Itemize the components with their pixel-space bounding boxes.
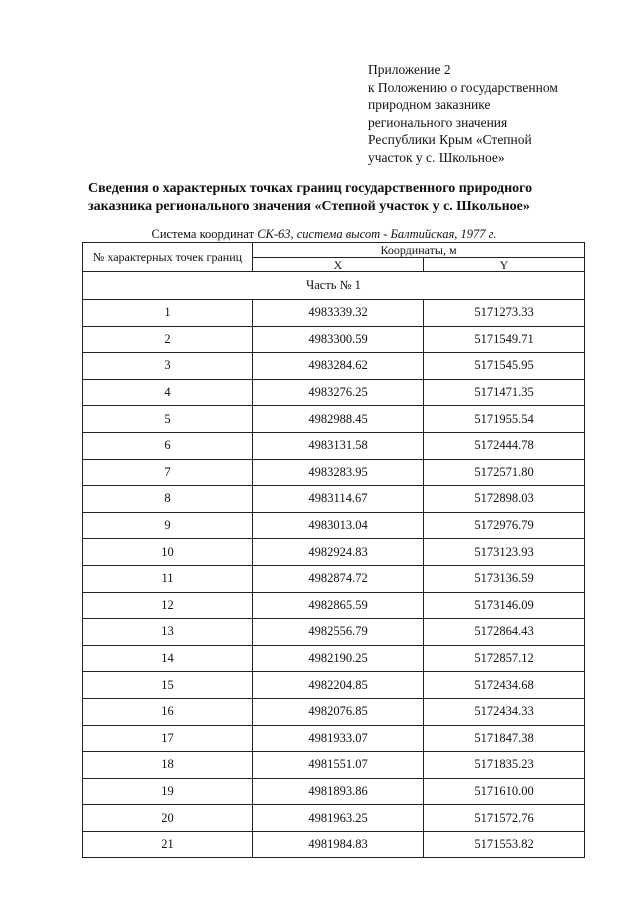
table-row: [83, 539, 585, 566]
coord-y: 5172857.12: [424, 645, 585, 672]
appendix-line: Республики Крым «Степной: [368, 132, 532, 148]
coord-x: 4982988.45: [253, 406, 424, 433]
document-title: [88, 180, 588, 216]
coord-x: 4983131.58: [253, 432, 424, 459]
table-row: [83, 778, 585, 805]
coordinate-system-note: [84, 226, 564, 242]
coord-x: 4981963.25: [253, 805, 424, 832]
coord-x: 4981933.07: [253, 725, 424, 752]
point-number: 20: [83, 805, 253, 832]
part-label: Часть № 1: [83, 272, 585, 300]
point-number: 14: [83, 645, 253, 672]
table-row: [83, 432, 585, 459]
table-row: [83, 459, 585, 486]
point-number: 1: [83, 300, 253, 327]
coord-x: 4981551.07: [253, 752, 424, 779]
table-row: [83, 326, 585, 353]
coord-x: 4982204.85: [253, 672, 424, 699]
coord-note-system: СК-63, система высот - Балтийская, 1977 г.: [257, 227, 497, 241]
header-coordinates: Координаты, м: [253, 243, 585, 258]
coord-x: 4981893.86: [253, 778, 424, 805]
point-number: 11: [83, 565, 253, 592]
table-row: [83, 565, 585, 592]
point-number: 13: [83, 619, 253, 646]
coord-y: 5172444.78: [424, 432, 585, 459]
table-row: [83, 698, 585, 725]
table-row: [83, 725, 585, 752]
point-number: 19: [83, 778, 253, 805]
title-line: Сведения о характерных точках границ государственного природного: [88, 181, 533, 196]
coord-y: 5171572.76: [424, 805, 585, 832]
table-row: [83, 672, 585, 699]
coord-x: 4982865.59: [253, 592, 424, 619]
appendix-line: регионального значения: [368, 114, 508, 130]
coord-x: 4983283.95: [253, 459, 424, 486]
table-row: [83, 486, 585, 513]
coord-x: 4983339.32: [253, 300, 424, 327]
coord-x: 4983284.62: [253, 353, 424, 380]
header-y: Y: [424, 258, 585, 272]
point-number: 18: [83, 752, 253, 779]
point-number: 6: [83, 432, 253, 459]
coord-y: 5172434.68: [424, 672, 585, 699]
coord-y: 5171553.82: [424, 831, 585, 858]
table-row: [83, 752, 585, 779]
coord-y: 5171955.54: [424, 406, 585, 433]
appendix-line: природном заказнике: [368, 97, 491, 113]
coord-y: 5172571.80: [424, 459, 585, 486]
coord-x: 4983013.04: [253, 512, 424, 539]
coord-y: 5171471.35: [424, 379, 585, 406]
coord-y: 5172864.43: [424, 619, 585, 646]
coord-x: 4983276.25: [253, 379, 424, 406]
coord-y: 5173136.59: [424, 565, 585, 592]
table-row: [83, 512, 585, 539]
point-number: 12: [83, 592, 253, 619]
appendix-line: к Положению о государственном: [368, 79, 558, 95]
header-points: № характерных точек границ: [83, 243, 253, 272]
point-number: 7: [83, 459, 253, 486]
table-row: [83, 379, 585, 406]
point-number: 4: [83, 379, 253, 406]
title-line: заказника регионального значения «Степной участок у с. Школьное»: [88, 199, 530, 214]
coord-y: 5171545.95: [424, 353, 585, 380]
point-number: 5: [83, 406, 253, 433]
coord-x: 4982556.79: [253, 619, 424, 646]
coord-y: 5171610.00: [424, 778, 585, 805]
coord-y: 5173146.09: [424, 592, 585, 619]
coord-y: 5172898.03: [424, 486, 585, 513]
point-number: 9: [83, 512, 253, 539]
coord-y: 5172434.33: [424, 698, 585, 725]
coord-x: 4983114.67: [253, 486, 424, 513]
point-number: 21: [83, 831, 253, 858]
point-number: 15: [83, 672, 253, 699]
table-row: [83, 831, 585, 858]
coord-x: 4981984.83: [253, 831, 424, 858]
point-number: 10: [83, 539, 253, 566]
coord-x: 4982190.25: [253, 645, 424, 672]
coord-y: 5171847.38: [424, 725, 585, 752]
table-row: [83, 805, 585, 832]
point-number: 17: [83, 725, 253, 752]
coord-x: 4982874.72: [253, 565, 424, 592]
table-row: [83, 353, 585, 380]
coord-x: 4982076.85: [253, 698, 424, 725]
table-row: [83, 406, 585, 433]
appendix-line: участок у с. Школьное»: [368, 149, 505, 165]
point-number: 3: [83, 353, 253, 380]
coord-y: 5171273.33: [424, 300, 585, 327]
table-row: [83, 592, 585, 619]
point-number: 16: [83, 698, 253, 725]
coord-note-prefix: Система координат: [151, 227, 258, 241]
appendix-line: Приложение 2: [368, 62, 451, 77]
coord-y: 5172976.79: [424, 512, 585, 539]
table-row: [83, 300, 585, 327]
coord-y: 5171835.23: [424, 752, 585, 779]
table-row: [83, 619, 585, 646]
table-row: [83, 645, 585, 672]
coord-y: 5171549.71: [424, 326, 585, 353]
coord-y: 5173123.93: [424, 539, 585, 566]
point-number: 8: [83, 486, 253, 513]
point-number: 2: [83, 326, 253, 353]
appendix-header: [368, 61, 618, 167]
coordinates-table: [82, 242, 585, 858]
header-x: X: [253, 258, 424, 272]
coord-x: 4982924.83: [253, 539, 424, 566]
coord-x: 4983300.59: [253, 326, 424, 353]
